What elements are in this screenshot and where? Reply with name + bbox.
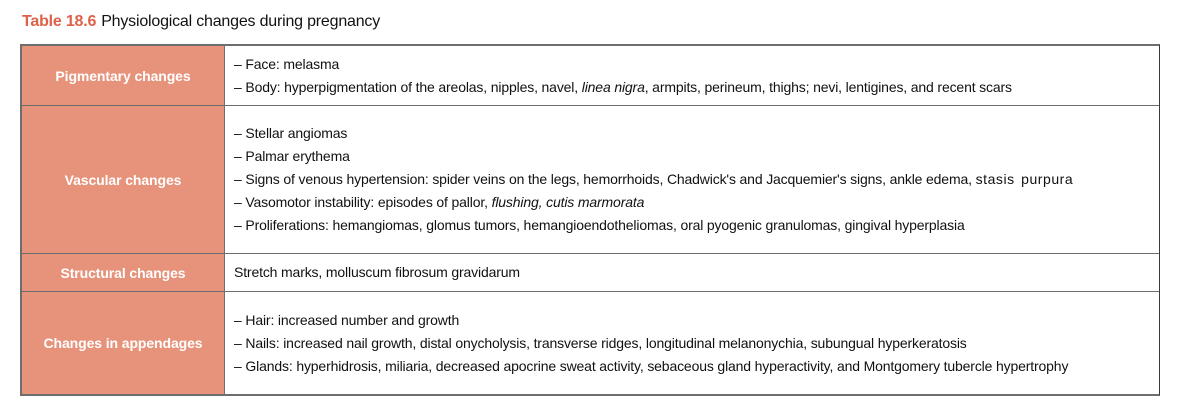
table-row [22,105,1159,253]
table-number-label: Table 18.6 [22,13,97,30]
text-segment: – Vasomotor instability: episodes of pallor, [234,194,492,210]
row-content-cell [225,46,1159,105]
text-segment: – Signs of venous hypertension: spider veins on the legs, hemorrhoids, Chadwick's and Jacquemier's signs, ankle edema, [234,171,976,187]
content-line [234,355,1155,378]
content-line [234,309,1155,332]
row-header-cell: Structural changes [22,254,225,291]
content-line [234,53,1155,76]
content-line [234,191,1155,214]
text-segment: – Hair: increased number and growth [234,311,460,328]
table-row [22,46,1159,105]
wide-term: stasis purpura [975,171,1074,187]
content-line [234,214,1155,237]
italic-term: flushing, cutis marmorata [491,194,645,210]
text-segment: , armpits, perineum, thighs; nevi, lentigines, and recent scars [644,78,1012,95]
table-caption: Physiological changes during pregnancy [101,13,381,30]
text-segment: – Face: melasma [234,55,340,72]
text-segment: – Stellar angiomas [234,125,348,141]
content-line [234,122,1155,145]
row-content-cell [225,254,1159,291]
italic-term: linea nigra [581,78,645,95]
text-segment: – Glands: hyperhidrosis, miliaria, decreased apocrine sweat activity, sebaceous gland hyperactivity, and Montgomery tubercle hypertrophy [234,357,1069,374]
row-content-cell [225,106,1159,253]
text-segment: Stretch marks, molluscum fibrosum gravidarum [234,264,520,280]
content-line [234,145,1155,168]
content-line [234,168,1155,191]
content-line [234,261,1155,284]
row-header-cell: Pigmentary changes [22,46,225,105]
content-line [234,76,1155,99]
content-line [234,332,1155,355]
table-title [22,12,380,32]
text-segment: – Palmar erythema [234,148,350,164]
table-row [22,291,1159,394]
text-segment: – Proliferations: hemangiomas, glomus tumors, hemangioendotheliomas, oral pyogenic granulomas, gingival hyperplasia [234,217,965,233]
pregnancy-changes-table [20,44,1160,396]
text-segment: – Body: hyperpigmentation of the areolas, nipples, navel, [234,78,582,95]
text-segment: – Nails: increased nail growth, distal onycholysis, transverse ridges, longitudinal melanonychia, subungual hyperkeratosis [234,334,967,351]
row-header-cell: Changes in appendages [22,292,225,394]
table-row [22,253,1159,291]
row-header-cell: Vascular changes [22,106,225,253]
row-content-cell [225,292,1159,394]
